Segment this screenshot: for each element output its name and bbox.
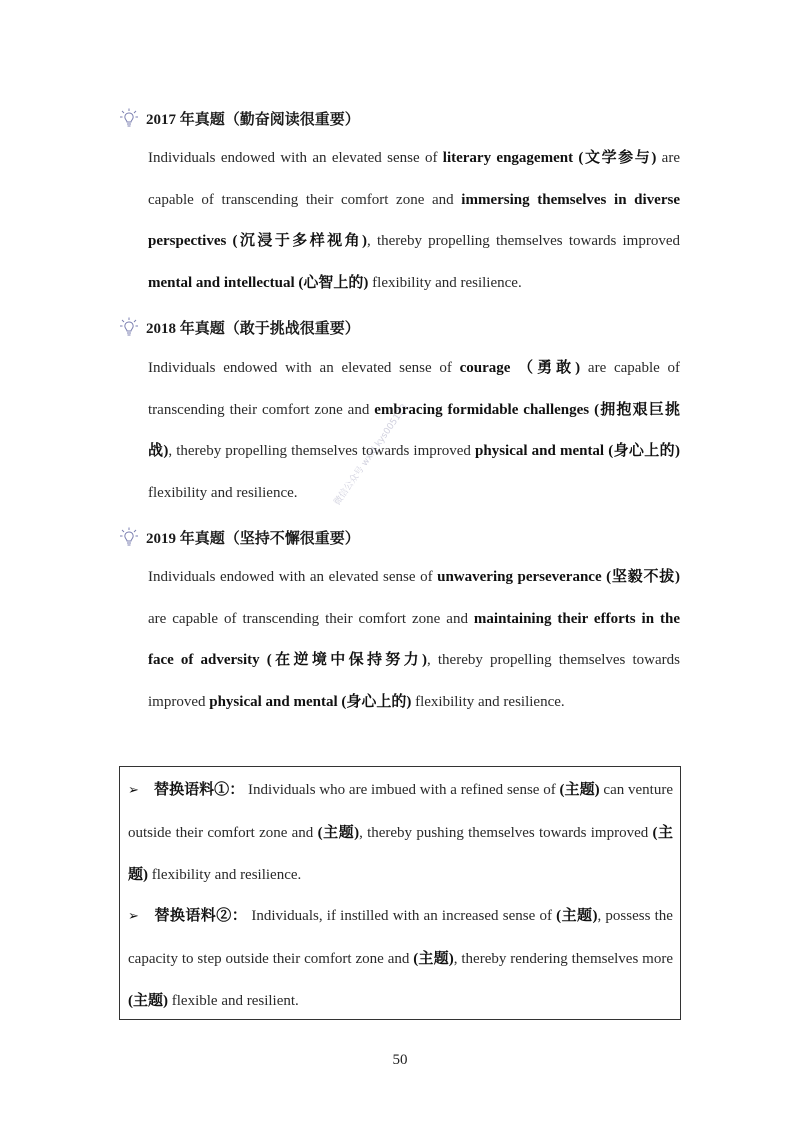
section-heading-2019 — [120, 525, 360, 549]
text-run: Individuals, if instilled with an increased sense of — [247, 908, 557, 924]
text-run: , possess the capacity to step outside their comfort zone and — [128, 908, 673, 967]
bold-phrase: (主题) — [559, 782, 600, 798]
substitution-item-1 — [128, 769, 673, 896]
lightbulb-icon — [120, 108, 138, 128]
text-run: , thereby propelling themselves towards improved — [148, 652, 680, 711]
text-run: are capable of transcending their comfort zone and — [148, 360, 681, 418]
bold-phrase: embracing formidable challenges (拥抱艰巨挑战) — [148, 401, 680, 460]
item-label: 替换语料②： — [154, 908, 248, 924]
paragraph-2017 — [148, 138, 680, 305]
bold-phrase: unwavering perseverance (坚毅不拔) — [437, 569, 680, 585]
text-run: Individuals endowed with an elevated sense of — [148, 569, 438, 585]
bold-phrase: physical and mental (身心上的) — [475, 443, 680, 460]
text-run: are capable of transcending their comfort zone and — [148, 150, 680, 208]
bold-phrase: (主题) — [128, 825, 673, 883]
bold-phrase: mental and intellectual (心智上的) — [148, 275, 369, 292]
paragraph-2019 — [148, 557, 680, 724]
bold-phrase: (主题) — [556, 908, 598, 924]
lightbulb-icon — [120, 527, 138, 547]
text-run: flexibility and resilience. — [148, 867, 302, 883]
text-run: Individuals endowed with an elevated sense of — [148, 150, 443, 166]
heading-text: 2017 年真题（勤奋阅读很重要） — [146, 111, 360, 128]
item-label: 替换语料①： — [154, 782, 245, 798]
arrowhead-bullet-icon: ➢ — [128, 783, 139, 798]
bold-phrase: maintaining their efforts in the face of adversity (在逆境中保持努力) — [148, 610, 680, 669]
substitution-item-2 — [128, 895, 673, 1022]
text-run: flexibility and resilience. — [148, 485, 298, 502]
section-heading-2018 — [120, 315, 360, 339]
page-number: 50 — [392, 1052, 408, 1068]
text-run: , thereby rendering themselves more — [453, 951, 674, 967]
text-run: can venture outside their comfort zone and — [128, 782, 673, 841]
text-run: flexibility and resilience. — [411, 694, 565, 711]
heading-text: 2019 年真题（坚持不懈很重要） — [146, 530, 360, 547]
bold-phrase: (主题) — [413, 951, 454, 967]
bold-phrase: immersing themselves in diverse perspectives (沉浸于多样视角) — [148, 191, 680, 250]
text-run: Individuals who are imbued with a refined sense of — [244, 782, 560, 798]
bold-phrase: courage （勇敢) — [459, 360, 581, 376]
text-run: are capable of transcending their comfort zone and — [148, 610, 474, 627]
bold-phrase: (主题) — [128, 993, 168, 1009]
text-run: , thereby propelling themselves towards improved — [168, 443, 476, 460]
arrowhead-bullet-icon: ➢ — [128, 909, 139, 924]
text-run: flexible and resilient. — [168, 993, 299, 1009]
text-run: Individuals endowed with an elevated sense of — [148, 360, 460, 376]
watermark: 微信公众号 wxid kys005123 — [332, 402, 410, 508]
section-heading-2017 — [120, 106, 360, 130]
text-run: , thereby pushing themselves towards improved — [359, 825, 653, 841]
bold-phrase: physical and mental (身心上的) — [209, 694, 412, 711]
heading-text: 2018 年真题（敢于挑战很重要） — [146, 320, 360, 337]
bold-phrase: (主题) — [317, 825, 360, 841]
lightbulb-icon — [120, 317, 138, 337]
text-run: flexibility and resilience. — [368, 275, 522, 292]
paragraph-2018 — [148, 348, 680, 515]
text-run: , thereby propelling themselves towards improved — [367, 233, 680, 250]
substitution-box — [119, 766, 681, 1020]
bold-phrase: literary engagement (文学参与) — [442, 150, 657, 166]
